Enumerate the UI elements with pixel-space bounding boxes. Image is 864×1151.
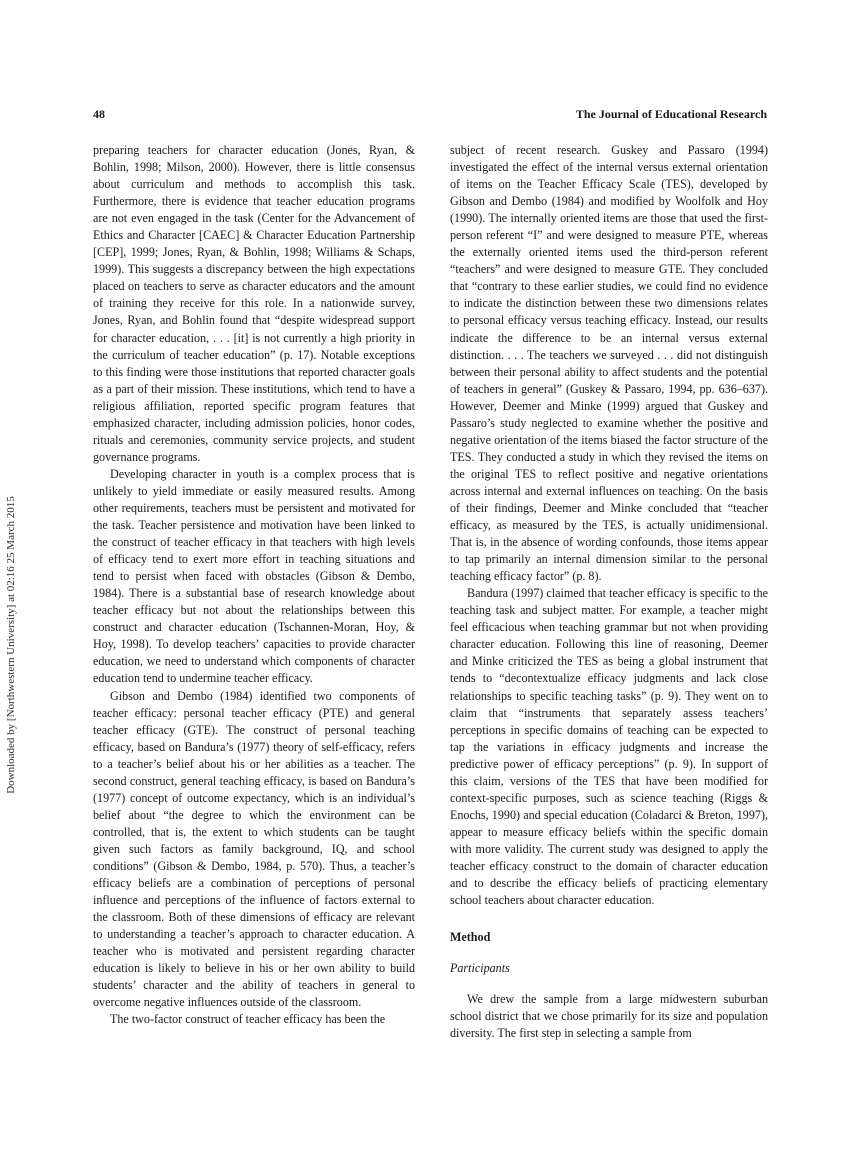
paragraph: Gibson and Dembo (1984) identified two components of teacher efficacy: personal teacher efficacy (PTE) and general teacher efficacy (GTE). The construct of personal teaching efficacy, based on Bandura’s (1977) theory of self-efficacy, refers to a teacher’s belief about his or her abilities as a teacher. The second construct, general teaching efficacy, is based on Bandura’s (1977) concept of outcome expectancy, which is an individual’s belief about “the degree to which the environment can be controlled, that is, the extent to which students can be taught given such factors as family background, IQ, and school conditions” (Gibson & Dembo, 1984, p. 570). Thus, a teacher’s efficacy beliefs are a combination of perceptions of personal influence and perceptions of the influence of factors external to the classroom. Both of these dimensions of efficacy are relevant to understanding a teacher’s approach to character education. A teacher who is motivated and persistent regarding character education is likely to believe in his or her own ability to build students’ character and the ability of teachers in general to overcome negative influences outside of the classroom. <box>93 688 415 1010</box>
running-head: The Journal of Educational Research <box>575 107 767 121</box>
subsection-heading-participants: Participants <box>450 961 510 976</box>
download-watermark: Downloaded by [Northwestern University] at 02:16 25 March 2015 <box>5 496 17 794</box>
section-heading-method: Method <box>450 930 491 945</box>
paragraph: Bandura (1997) claimed that teacher efficacy is specific to the teaching task and subject matter. For example, a teacher might feel efficacious when teaching grammar but not when providing character education. Following this line of reasoning, Deemer and Minke criticized the TES as being a global instrument that tends to “decontextualize efficacy judgments and lack close relationships to specific teaching tasks” (p. 9). They went on to claim that “instruments that separately assess teachers’ perceptions in specific domains of teaching can be expected to tap the variations in efficacy judgments and increase the predictive power of efficacy perceptions” (p. 9). In support of this claim, versions of the TES that have been modified for context-specific purposes, such as science teaching (Riggs & Enochs, 1990) and special education (Coladarci & Breton, 1997), appear to measure efficacy beliefs within the specific domain with more validity. The current study was designed to apply the teacher efficacy construct to the domain of character education and to describe the efficacy beliefs of practicing elementary school teachers about character education. <box>450 586 768 908</box>
paragraph: The two-factor construct of teacher efficacy has been the <box>110 1012 386 1027</box>
paragraph: preparing teachers for character education (Jones, Ryan, & Bohlin, 1998; Milson, 2000). However, there is little consensus about curriculum and methods to accomplish this task. Furthermore, there is evidence that teacher education programs are not even engaged in the task (Center for the Advancement of Ethics and Character [CAEC] & Character Education Partnership [CEP], 1999; Jones, Ryan, & Bohlin, 1998; Williams & Schaps, 1999). This suggests a discrepancy between the high expectations placed on teachers to serve as character educators and the amount of training they receive for this role. In a nationwide survey, Jones, Ryan, and Bohlin found that “despite widespread support for character education, . . . [it] is not currently a high priority in the curriculum of teacher education” (p. 17). Notable exceptions to this finding were those institutions that reported character goals as a part of their mission. These institutions, which tend to have a religious affiliation, reported specific program features that emphasized character, including admission policies, honor codes, rituals and ceremonies, community service projects, and student governance programs. <box>93 143 415 464</box>
left-column <box>93 142 415 1028</box>
right-column <box>450 142 768 1042</box>
page-number: 48 <box>93 107 105 121</box>
paragraph: subject of recent research. Guskey and Passaro (1994) investigated the effect of the internal versus external orientation of items on the Teacher Efficacy Scale (TES), developed by Gibson and Dembo (1984) and modified by Woolfolk and Hoy (1990). The internally oriented items are those that used the first-person referent “I” and were designed to measure PTE, whereas the externally oriented items used the third-person referent “teachers” and were designed to measure GTE. They concluded that “contrary to these earlier studies, we could find no evidence to indicate the distinction between these two dimensions relates to personal efficacy versus teaching efficacy. Instead, our results indicate the difference to be an internal versus external distinction. . . . The teachers we surveyed . . . did not distinguish between their personal ability to affect students and the potential of teachers in general” (Guskey & Passaro, 1994, pp. 636–637). However, Deemer and Minke (1999) argued that Guskey and Passaro’s study neglected to examine whether the positive and negative orientation of the items biased the factor structure of the TES. They conducted a study in which they revised the items on the original TES to reflect positive and negative orientations across internal and external influences on teaching. On the basis of their findings, Deemer and Minke concluded that “teacher efficacy, as measured by the TES, is actually unidimensional. That is, in the absence of wording confounds, those items appear to tap primarily an internal dimension similar to the personal teaching efficacy factor” (p. 8). <box>450 143 768 584</box>
paragraph: Developing character in youth is a complex process that is unlikely to yield immediate or easily measured results. Among other requirements, teachers must be persistent and motivated for the task. Teacher persistence and motivation have been linked to the construct of teacher efficacy in that teachers with high levels of efficacy tend to exert more effort in teaching situations and tend to persist when faced with obstacles (Gibson & Dembo, 1984). There is a substantial base of research knowledge about teacher efficacy but not about the relationships between this construct and character education (Tschannen-Moran, Hoy, & Hoy, 1998). To develop teachers’ capacities to provide character education, we need to understand which components of character education tend to undermine teacher efficacy. <box>93 466 415 686</box>
paragraph: We drew the sample from a large midwestern suburban school district that we chose primarily for its size and population diversity. The first step in selecting a sample from <box>450 992 768 1041</box>
